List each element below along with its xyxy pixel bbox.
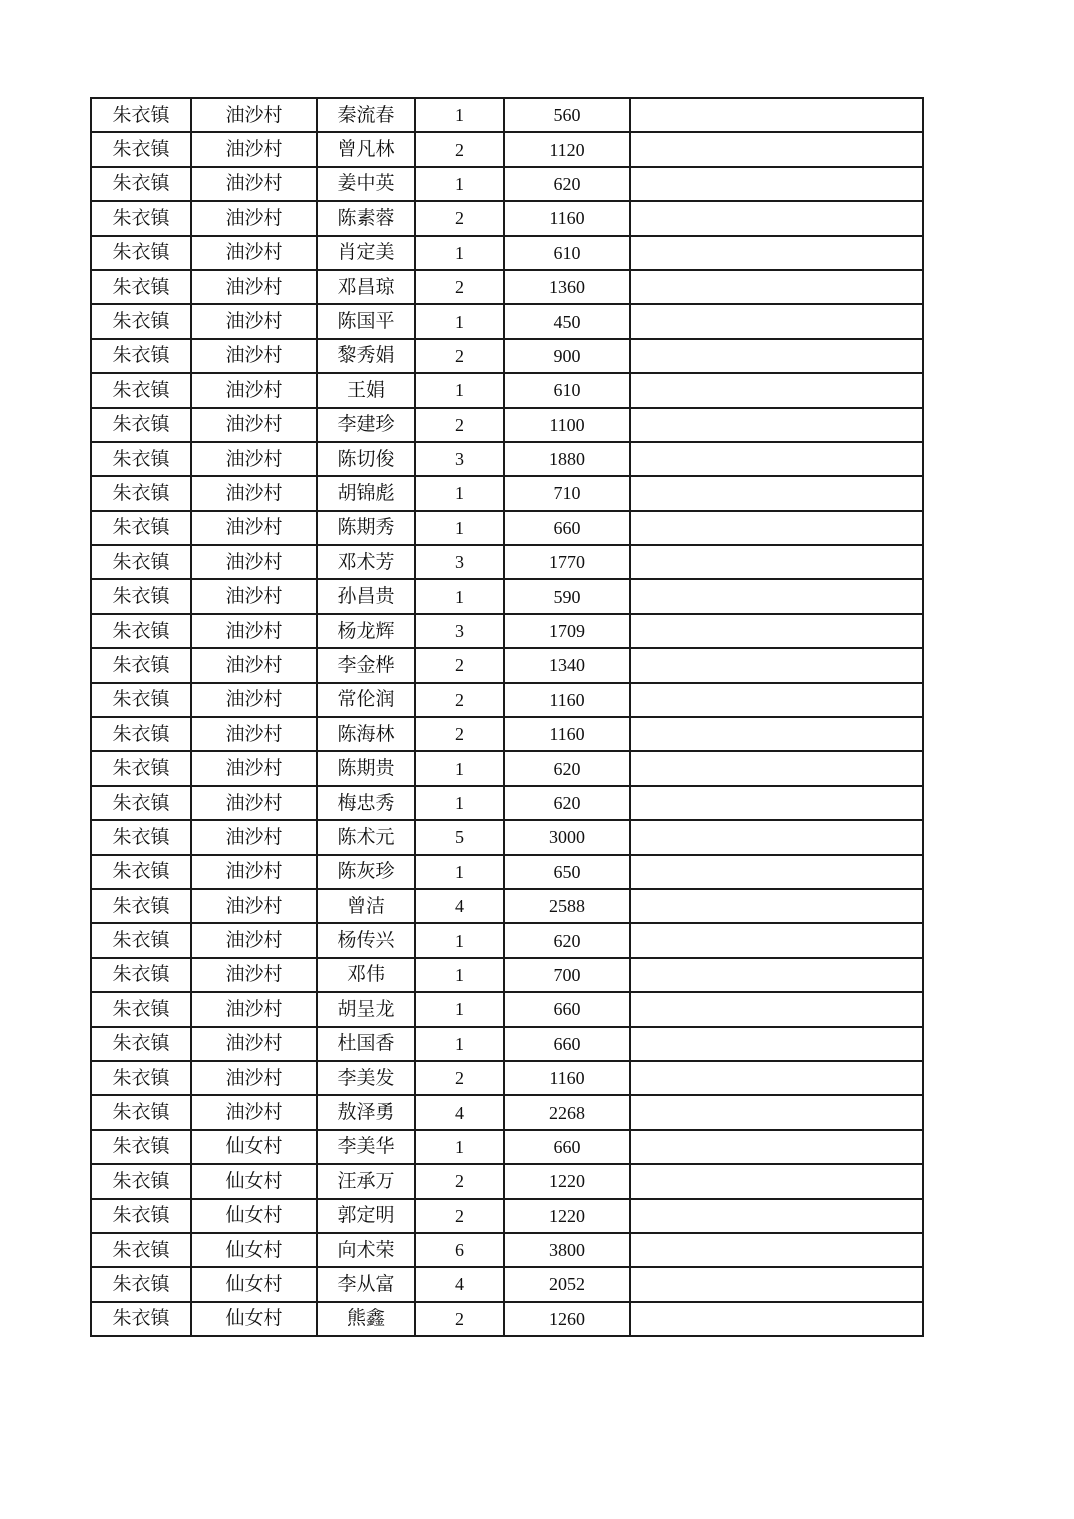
amount-cell: 590: [504, 579, 630, 613]
amount-cell: 1120: [504, 132, 630, 166]
name-cell: 陈切俊: [317, 442, 415, 476]
table-row: [91, 579, 923, 613]
table-row: [91, 132, 923, 166]
count-cell: 1: [415, 1027, 504, 1061]
name-cell: 邓昌琼: [317, 270, 415, 304]
amount-cell: 1340: [504, 648, 630, 682]
amount-cell: 620: [504, 751, 630, 785]
table-row: [91, 408, 923, 442]
amount-cell: 650: [504, 855, 630, 889]
town-cell: 朱衣镇: [91, 855, 191, 889]
table-row: [91, 1061, 923, 1095]
count-cell: 2: [415, 648, 504, 682]
note-cell: [630, 786, 923, 820]
note-cell: [630, 304, 923, 338]
count-cell: 4: [415, 1267, 504, 1301]
amount-cell: 1709: [504, 614, 630, 648]
note-cell: [630, 408, 923, 442]
note-cell: [630, 1233, 923, 1267]
table-row: [91, 751, 923, 785]
town-cell: 朱衣镇: [91, 167, 191, 201]
note-cell: [630, 579, 923, 613]
name-cell: 陈国平: [317, 304, 415, 338]
amount-cell: 1160: [504, 717, 630, 751]
count-cell: 1: [415, 579, 504, 613]
village-cell: 油沙村: [191, 717, 317, 751]
amount-cell: 660: [504, 511, 630, 545]
count-cell: 4: [415, 889, 504, 923]
town-cell: 朱衣镇: [91, 476, 191, 510]
note-cell: [630, 1199, 923, 1233]
table-row: [91, 1095, 923, 1129]
data-table: [90, 97, 924, 1337]
village-cell: 仙女村: [191, 1233, 317, 1267]
amount-cell: 1160: [504, 683, 630, 717]
count-cell: 2: [415, 717, 504, 751]
table-row: [91, 511, 923, 545]
town-cell: 朱衣镇: [91, 579, 191, 613]
table-row: [91, 1302, 923, 1336]
count-cell: 3: [415, 614, 504, 648]
village-cell: 油沙村: [191, 820, 317, 854]
note-cell: [630, 442, 923, 476]
table-row: [91, 1027, 923, 1061]
count-cell: 2: [415, 1061, 504, 1095]
town-cell: 朱衣镇: [91, 1233, 191, 1267]
table-row: [91, 820, 923, 854]
count-cell: 2: [415, 339, 504, 373]
name-cell: 曾凡林: [317, 132, 415, 166]
village-cell: 油沙村: [191, 1095, 317, 1129]
note-cell: [630, 958, 923, 992]
table-row: [91, 855, 923, 889]
count-cell: 1: [415, 236, 504, 270]
table-row: [91, 201, 923, 235]
amount-cell: 1160: [504, 1061, 630, 1095]
amount-cell: 2268: [504, 1095, 630, 1129]
town-cell: 朱衣镇: [91, 1302, 191, 1336]
table-row: [91, 98, 923, 132]
table-row: [91, 1164, 923, 1198]
count-cell: 3: [415, 545, 504, 579]
note-cell: [630, 270, 923, 304]
note-cell: [630, 1130, 923, 1164]
village-cell: 油沙村: [191, 304, 317, 338]
amount-cell: 610: [504, 373, 630, 407]
village-cell: 油沙村: [191, 98, 317, 132]
count-cell: 6: [415, 1233, 504, 1267]
count-cell: 5: [415, 820, 504, 854]
village-cell: 油沙村: [191, 958, 317, 992]
count-cell: 1: [415, 786, 504, 820]
name-cell: 敖泽勇: [317, 1095, 415, 1129]
count-cell: 2: [415, 1164, 504, 1198]
village-cell: 油沙村: [191, 167, 317, 201]
town-cell: 朱衣镇: [91, 614, 191, 648]
town-cell: 朱衣镇: [91, 201, 191, 235]
name-cell: 李美发: [317, 1061, 415, 1095]
town-cell: 朱衣镇: [91, 683, 191, 717]
note-cell: [630, 1267, 923, 1301]
name-cell: 秦流春: [317, 98, 415, 132]
table-row: [91, 717, 923, 751]
note-cell: [630, 167, 923, 201]
table-row: [91, 304, 923, 338]
village-cell: 油沙村: [191, 270, 317, 304]
town-cell: 朱衣镇: [91, 1199, 191, 1233]
table-row: [91, 1130, 923, 1164]
name-cell: 汪承万: [317, 1164, 415, 1198]
village-cell: 油沙村: [191, 476, 317, 510]
name-cell: 姜中英: [317, 167, 415, 201]
village-cell: 油沙村: [191, 1027, 317, 1061]
note-cell: [630, 98, 923, 132]
table-row: [91, 1199, 923, 1233]
village-cell: 油沙村: [191, 579, 317, 613]
town-cell: 朱衣镇: [91, 408, 191, 442]
name-cell: 郭定明: [317, 1199, 415, 1233]
amount-cell: 1220: [504, 1199, 630, 1233]
table-row: [91, 1233, 923, 1267]
amount-cell: 660: [504, 1130, 630, 1164]
town-cell: 朱衣镇: [91, 1130, 191, 1164]
amount-cell: 1360: [504, 270, 630, 304]
name-cell: 常伦润: [317, 683, 415, 717]
count-cell: 2: [415, 408, 504, 442]
village-cell: 油沙村: [191, 132, 317, 166]
town-cell: 朱衣镇: [91, 717, 191, 751]
note-cell: [630, 614, 923, 648]
table-row: [91, 1267, 923, 1301]
note-cell: [630, 1027, 923, 1061]
count-cell: 1: [415, 751, 504, 785]
village-cell: 油沙村: [191, 236, 317, 270]
note-cell: [630, 201, 923, 235]
table-row: [91, 476, 923, 510]
table-body: [91, 98, 923, 1336]
name-cell: 王娟: [317, 373, 415, 407]
name-cell: 李从富: [317, 1267, 415, 1301]
town-cell: 朱衣镇: [91, 889, 191, 923]
name-cell: 杜国香: [317, 1027, 415, 1061]
amount-cell: 660: [504, 992, 630, 1026]
village-cell: 仙女村: [191, 1130, 317, 1164]
name-cell: 陈素蓉: [317, 201, 415, 235]
village-cell: 油沙村: [191, 889, 317, 923]
name-cell: 孙昌贵: [317, 579, 415, 613]
name-cell: 李美华: [317, 1130, 415, 1164]
table-row: [91, 339, 923, 373]
count-cell: 2: [415, 683, 504, 717]
table-row: [91, 545, 923, 579]
town-cell: 朱衣镇: [91, 270, 191, 304]
name-cell: 陈灰珍: [317, 855, 415, 889]
village-cell: 油沙村: [191, 339, 317, 373]
village-cell: 油沙村: [191, 648, 317, 682]
town-cell: 朱衣镇: [91, 1267, 191, 1301]
note-cell: [630, 1302, 923, 1336]
village-cell: 油沙村: [191, 923, 317, 957]
town-cell: 朱衣镇: [91, 1027, 191, 1061]
amount-cell: 1880: [504, 442, 630, 476]
note-cell: [630, 889, 923, 923]
town-cell: 朱衣镇: [91, 511, 191, 545]
note-cell: [630, 992, 923, 1026]
count-cell: 1: [415, 167, 504, 201]
note-cell: [630, 923, 923, 957]
village-cell: 油沙村: [191, 683, 317, 717]
count-cell: 1: [415, 1130, 504, 1164]
village-cell: 油沙村: [191, 1061, 317, 1095]
village-cell: 仙女村: [191, 1302, 317, 1336]
name-cell: 杨龙辉: [317, 614, 415, 648]
note-cell: [630, 683, 923, 717]
count-cell: 1: [415, 923, 504, 957]
note-cell: [630, 1061, 923, 1095]
note-cell: [630, 820, 923, 854]
amount-cell: 1160: [504, 201, 630, 235]
amount-cell: 1220: [504, 1164, 630, 1198]
town-cell: 朱衣镇: [91, 132, 191, 166]
table-row: [91, 992, 923, 1026]
village-cell: 油沙村: [191, 614, 317, 648]
name-cell: 胡锦彪: [317, 476, 415, 510]
town-cell: 朱衣镇: [91, 923, 191, 957]
amount-cell: 610: [504, 236, 630, 270]
village-cell: 油沙村: [191, 855, 317, 889]
amount-cell: 710: [504, 476, 630, 510]
count-cell: 2: [415, 1199, 504, 1233]
count-cell: 1: [415, 304, 504, 338]
amount-cell: 2052: [504, 1267, 630, 1301]
count-cell: 2: [415, 1302, 504, 1336]
town-cell: 朱衣镇: [91, 648, 191, 682]
town-cell: 朱衣镇: [91, 958, 191, 992]
town-cell: 朱衣镇: [91, 98, 191, 132]
note-cell: [630, 751, 923, 785]
village-cell: 油沙村: [191, 511, 317, 545]
name-cell: 杨传兴: [317, 923, 415, 957]
town-cell: 朱衣镇: [91, 1164, 191, 1198]
note-cell: [630, 132, 923, 166]
amount-cell: 1770: [504, 545, 630, 579]
note-cell: [630, 339, 923, 373]
amount-cell: 620: [504, 923, 630, 957]
count-cell: 1: [415, 373, 504, 407]
name-cell: 胡呈龙: [317, 992, 415, 1026]
count-cell: 2: [415, 270, 504, 304]
amount-cell: 620: [504, 786, 630, 820]
name-cell: 黎秀娟: [317, 339, 415, 373]
town-cell: 朱衣镇: [91, 339, 191, 373]
amount-cell: 1100: [504, 408, 630, 442]
amount-cell: 660: [504, 1027, 630, 1061]
count-cell: 1: [415, 476, 504, 510]
table-row: [91, 958, 923, 992]
count-cell: 2: [415, 201, 504, 235]
table-row: [91, 236, 923, 270]
town-cell: 朱衣镇: [91, 1095, 191, 1129]
name-cell: 陈术元: [317, 820, 415, 854]
table-row: [91, 786, 923, 820]
note-cell: [630, 511, 923, 545]
name-cell: 梅忠秀: [317, 786, 415, 820]
town-cell: 朱衣镇: [91, 1061, 191, 1095]
name-cell: 邓伟: [317, 958, 415, 992]
note-cell: [630, 855, 923, 889]
note-cell: [630, 236, 923, 270]
name-cell: 李金桦: [317, 648, 415, 682]
note-cell: [630, 373, 923, 407]
note-cell: [630, 1164, 923, 1198]
village-cell: 油沙村: [191, 408, 317, 442]
village-cell: 油沙村: [191, 751, 317, 785]
town-cell: 朱衣镇: [91, 820, 191, 854]
count-cell: 1: [415, 855, 504, 889]
count-cell: 4: [415, 1095, 504, 1129]
note-cell: [630, 1095, 923, 1129]
table-row: [91, 923, 923, 957]
note-cell: [630, 648, 923, 682]
village-cell: 仙女村: [191, 1164, 317, 1198]
name-cell: 曾洁: [317, 889, 415, 923]
amount-cell: 1260: [504, 1302, 630, 1336]
village-cell: 仙女村: [191, 1199, 317, 1233]
count-cell: 1: [415, 958, 504, 992]
village-cell: 油沙村: [191, 442, 317, 476]
table-row: [91, 683, 923, 717]
note-cell: [630, 545, 923, 579]
village-cell: 油沙村: [191, 992, 317, 1026]
name-cell: 肖定美: [317, 236, 415, 270]
town-cell: 朱衣镇: [91, 373, 191, 407]
table-row: [91, 614, 923, 648]
name-cell: 陈期秀: [317, 511, 415, 545]
village-cell: 油沙村: [191, 373, 317, 407]
name-cell: 陈期贵: [317, 751, 415, 785]
town-cell: 朱衣镇: [91, 236, 191, 270]
town-cell: 朱衣镇: [91, 992, 191, 1026]
town-cell: 朱衣镇: [91, 786, 191, 820]
village-cell: 油沙村: [191, 786, 317, 820]
note-cell: [630, 717, 923, 751]
town-cell: 朱衣镇: [91, 751, 191, 785]
amount-cell: 450: [504, 304, 630, 338]
amount-cell: 2588: [504, 889, 630, 923]
table-row: [91, 373, 923, 407]
amount-cell: 3800: [504, 1233, 630, 1267]
table-row: [91, 648, 923, 682]
amount-cell: 900: [504, 339, 630, 373]
table-row: [91, 442, 923, 476]
town-cell: 朱衣镇: [91, 442, 191, 476]
town-cell: 朱衣镇: [91, 545, 191, 579]
village-cell: 仙女村: [191, 1267, 317, 1301]
count-cell: 1: [415, 98, 504, 132]
amount-cell: 560: [504, 98, 630, 132]
amount-cell: 3000: [504, 820, 630, 854]
name-cell: 李建珍: [317, 408, 415, 442]
name-cell: 向术荣: [317, 1233, 415, 1267]
village-cell: 油沙村: [191, 201, 317, 235]
name-cell: 熊鑫: [317, 1302, 415, 1336]
village-cell: 油沙村: [191, 545, 317, 579]
note-cell: [630, 476, 923, 510]
count-cell: 1: [415, 992, 504, 1026]
name-cell: 邓术芳: [317, 545, 415, 579]
count-cell: 1: [415, 511, 504, 545]
table-row: [91, 270, 923, 304]
table-row: [91, 889, 923, 923]
name-cell: 陈海林: [317, 717, 415, 751]
town-cell: 朱衣镇: [91, 304, 191, 338]
count-cell: 3: [415, 442, 504, 476]
amount-cell: 700: [504, 958, 630, 992]
count-cell: 2: [415, 132, 504, 166]
amount-cell: 620: [504, 167, 630, 201]
table-row: [91, 167, 923, 201]
